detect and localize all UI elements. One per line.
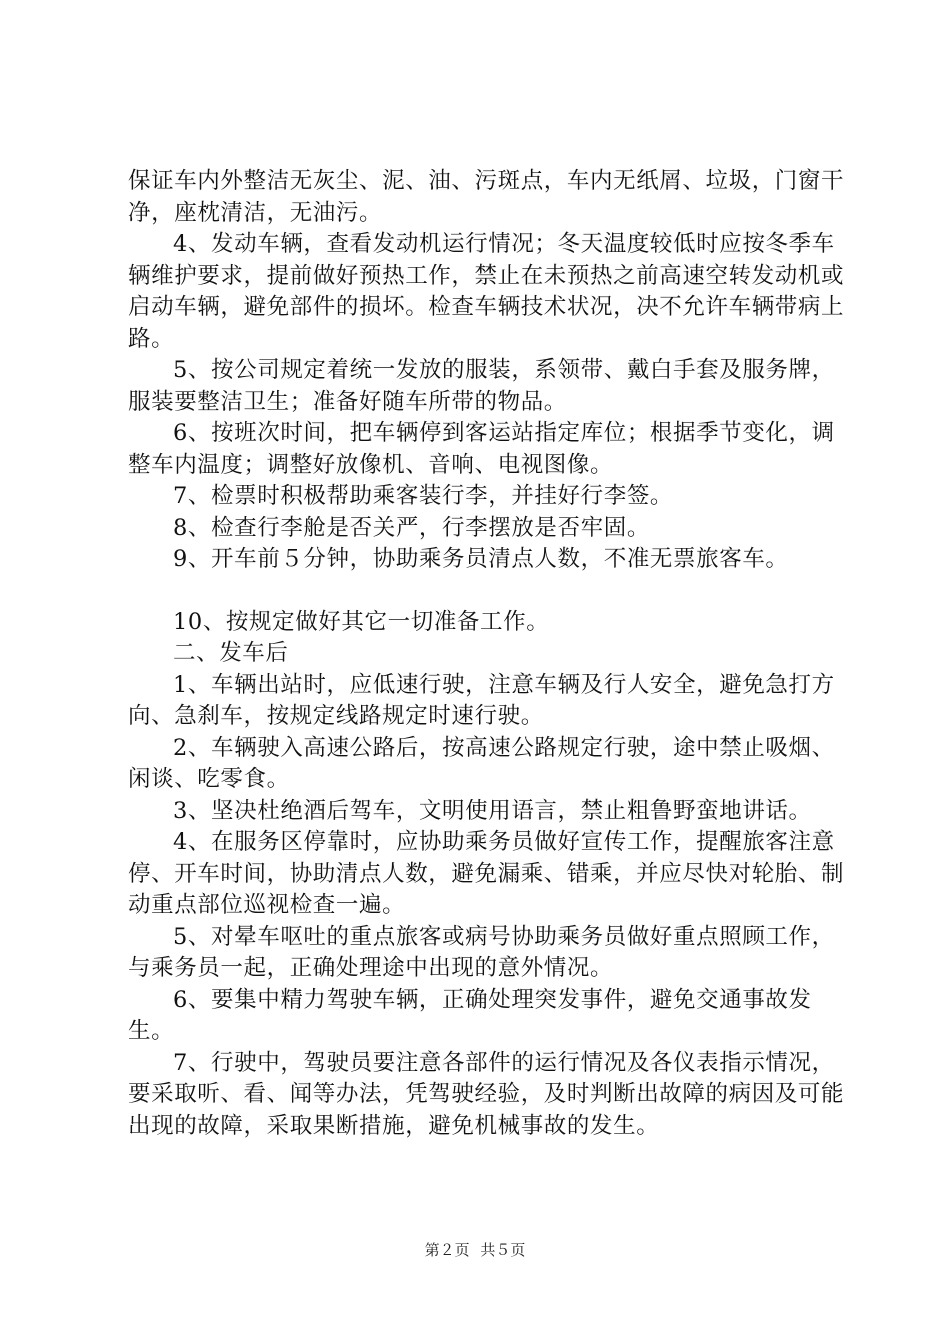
page-number: 第２页 — [424, 1241, 470, 1259]
document-body — [128, 166, 848, 1142]
paragraph-item-8: 8、检查行李舱是否关严，行李摆放是否牢固。 — [173, 514, 650, 541]
paragraph-item-6: 6、按班次时间，把车辆停到客运站指定库位；根据季节变化，调整车内温度；调整好放像机、音响、电视图像。 — [128, 420, 835, 478]
paragraph-item-5: 5、按公司规定着统一发放的服装，系领带、戴白手套及服务牌，服装要整洁卫生；准备好随车所带的物品。 — [128, 357, 835, 415]
paragraph-after-5: 5、对晕车呕吐的重点旅客或病号协助乘务员做好重点照顾工作，与乘务员一起，正确处理途中出现的意外情况。 — [128, 923, 835, 981]
paragraph-continuation: 保证车内外整洁无灰尘、泥、油、污斑点，车内无纸屑、垃圾，门窗干净，座枕清洁，无油污。 — [128, 168, 845, 226]
paragraph-after-3: 3、坚决杜绝酒后驾车，文明使用语言，禁止粗鲁野蛮地讲话。 — [173, 797, 812, 824]
paragraph-item-4: 4、发动车辆，查看发动机运行情况；冬天温度较低时应按冬季车辆维护要求，提前做好预热工作，禁止在未预热之前高速空转发动机或启动车辆，避免部件的损坏。检查车辆技术状况，决不允许车辆带病上路。 — [128, 231, 845, 352]
paragraph-after-1: 1、车辆出站时，应低速行驶，注意车辆及行人安全，避免急打方向、急刹车，按规定线路规定时速行驶。 — [128, 671, 835, 729]
paragraph-after-7: 7、行驶中，驾驶员要注意各部件的运行情况及各仪表指示情况，要采取听、看、闻等办法，凭驾驶经验，及时判断出故障的病因及可能出现的故障，采取果断措施，避免机械事故的发生。 — [128, 1049, 845, 1139]
page-total: 共５页 — [480, 1241, 526, 1259]
paragraph-after-4: 4、在服务区停靠时，应协助乘务员做好宣传工作，提醒旅客注意停、开车时间，协助清点人数，避免漏乘、错乘，并应尽快对轮胎、制动重点部位巡视检查一遍。 — [128, 829, 845, 918]
section-heading: 二、发车后 — [173, 640, 289, 666]
paragraph-gap — [128, 576, 848, 607]
paragraph-after-6: 6、要集中精力驾驶车辆，正确处理突发事件，避免交通事故发生。 — [128, 986, 812, 1044]
paragraph-after-2: 2、车辆驶入高速公路后，按高速公路规定行驶，途中禁止吸烟、闲谈、吃零食。 — [128, 734, 835, 792]
page-footer — [0, 1241, 950, 1259]
paragraph-item-9: 9、开车前５分钟，协助乘务员清点人数，不准无票旅客车。 — [173, 546, 789, 572]
paragraph-item-10: 10、按规定做好其它一切准备工作。 — [173, 608, 550, 635]
paragraph-item-7: 7、检票时积极帮助乘客装行李，并挂好行李签。 — [173, 483, 674, 509]
